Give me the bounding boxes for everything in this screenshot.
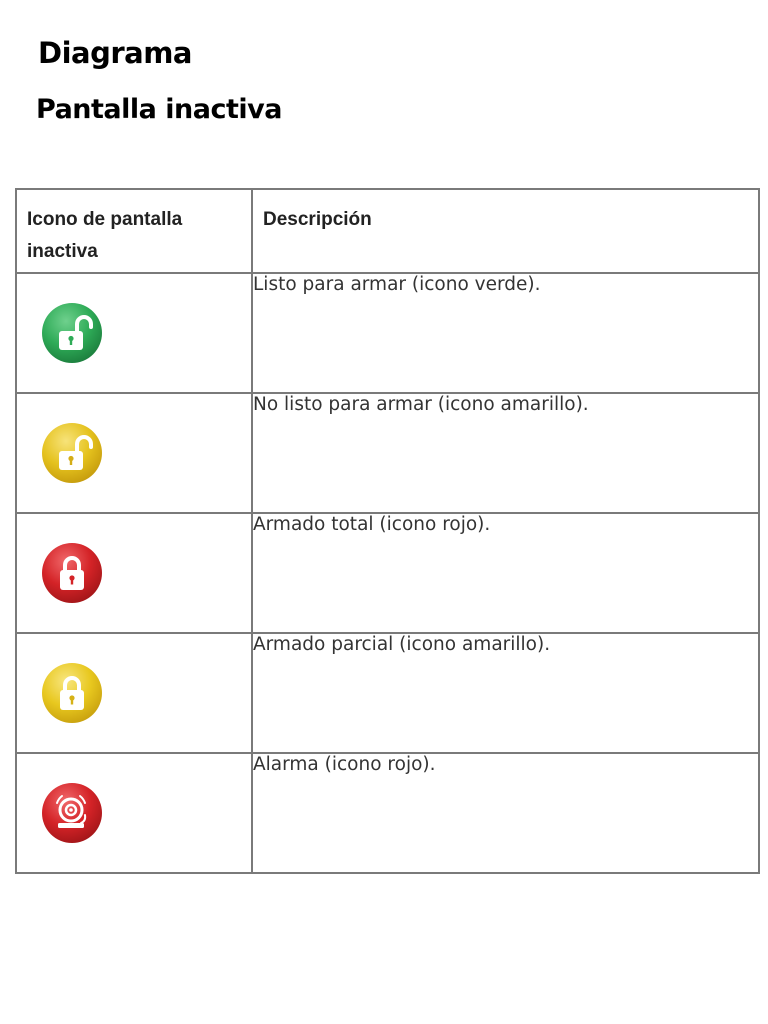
header-description-column: Descripción — [252, 189, 759, 273]
table-row — [16, 753, 759, 873]
icon-cell — [16, 633, 252, 753]
page-subtitle: Pantalla inactiva — [36, 94, 282, 125]
table-row — [16, 633, 759, 753]
table-header-row — [16, 189, 759, 273]
icon-cell — [16, 513, 252, 633]
locked-padlock-icon — [41, 542, 103, 604]
description-cell: Armado parcial (icono amarillo). — [252, 633, 759, 753]
page-title: Diagrama — [38, 36, 192, 70]
description-cell: No listo para armar (icono amarillo). — [252, 393, 759, 513]
description-cell: Listo para armar (icono verde). — [252, 273, 759, 393]
locked-padlock-icon — [41, 662, 103, 724]
table-row — [16, 393, 759, 513]
table-row — [16, 273, 759, 393]
unlocked-padlock-icon — [41, 302, 103, 364]
unlocked-padlock-icon — [41, 422, 103, 484]
header-icon-column: Icono de pantalla inactiva — [16, 189, 252, 273]
description-cell: Armado total (icono rojo). — [252, 513, 759, 633]
icon-table — [15, 188, 760, 874]
icon-cell — [16, 273, 252, 393]
icon-cell — [16, 393, 252, 513]
table-row — [16, 513, 759, 633]
description-cell: Alarma (icono rojo). — [252, 753, 759, 873]
alarm-bell-icon — [41, 782, 103, 844]
icon-cell — [16, 753, 252, 873]
